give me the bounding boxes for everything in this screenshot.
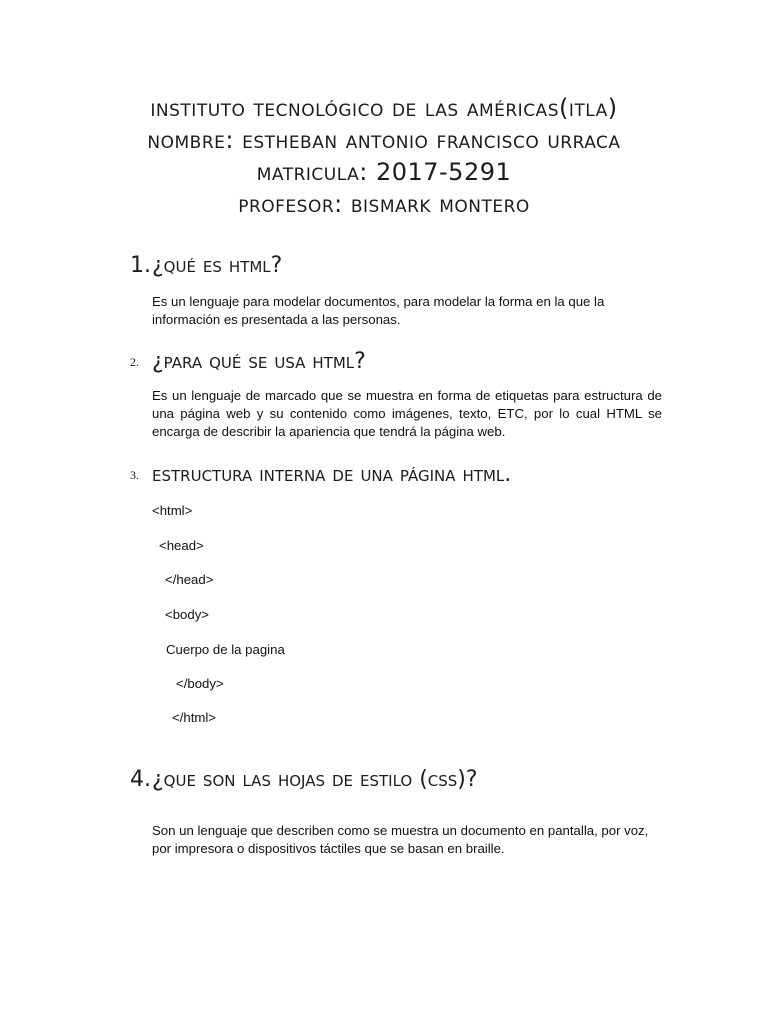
section-1-heading [130,252,282,280]
section-title: ¿qué es html? [152,253,283,278]
section-title: estructura interna de una página html. [152,462,512,487]
institute-name: instituto tecnológico de las américas(itla) [150,94,618,122]
code-line: <html> [152,503,193,518]
section-1-body: Es un lenguaje para modelar documentos, para modelar la forma en la que la información es presentada a las personas. [152,294,605,327]
section-3-heading [130,461,511,489]
code-line: <body> [165,607,209,622]
professor-name: profesor: bismark montero [238,190,530,218]
section-number: 3. [130,468,139,482]
section-2-heading [130,348,366,376]
section-4-heading [130,766,478,794]
section-number: 2. [130,355,139,369]
section-2-body: Es un lenguaje de marcado que se muestra en forma de etiquetas para estructura de una página web y su contenido como imágenes, texto, ETC, por lo cual HTML se encarga de describir la apariencia que tendrá la página web. [152,388,662,439]
document-header [0,92,768,220]
code-line: <head> [159,538,204,553]
section-4-body: Son un lenguaje que describen como se muestra un documento en pantalla, por voz, por impresora o dispositivos táctiles que se basan en braille. [152,823,649,856]
section-title: ¿para qué se usa html? [152,349,366,374]
code-line: </head> [165,572,214,587]
section-number: 1. [130,253,151,278]
matricula: matricula: 2017-5291 [256,158,512,186]
section-title: ¿que son las hojas de estilo (css)? [152,767,478,792]
code-line: </html> [172,710,216,725]
student-name: nombre: estheban antonio francisco urraca [147,126,621,154]
code-line: Cuerpo de la pagina [166,642,285,657]
code-line: </body> [176,676,224,691]
section-number: 4. [130,767,151,792]
